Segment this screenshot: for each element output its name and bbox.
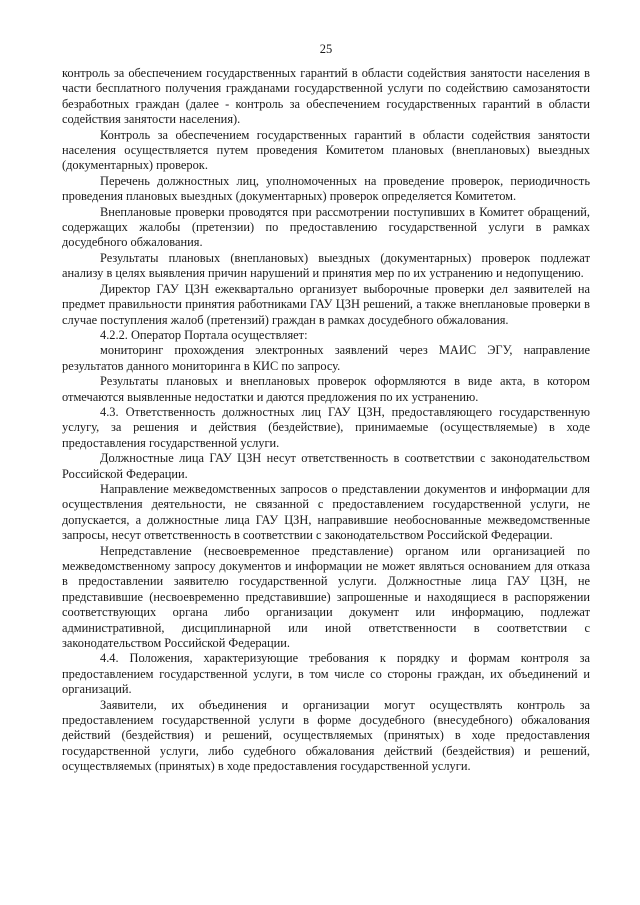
- paragraph: Заявители, их объединения и организации могут осуществлять контроль за предоставлением государственной услуги в форме досудебного (внесудебного) обжалования действий (бездействия) и решений, осуществляемых (принятых) в ходе предоставления государственной услуги, либо судебного обжалования действий (бездействия) и решений, осуществляемых (принятых) в ходе предоставления государственной услуги.: [62, 697, 590, 774]
- page-number: 25: [319, 42, 333, 56]
- section-heading: 4.3. Ответственность должностных лиц ГАУ ЦЗН, предоставляющего государственную услугу, за решения и действия (бездействие), принимаемые (осуществляемые) в ходе предоставления государственной услуги.: [62, 404, 590, 450]
- paragraph: Результаты плановых (внеплановых) выездных (документарных) проверок подлежат анализу в целях выявления причин нарушений и принятия мер по их устранению и недопущению.: [62, 250, 590, 281]
- paragraph: Направление межведомственных запросов о представлении документов и информации для осуществления деятельности, не связанной с предоставлением государственной услуги, не допускается, а должностные лица ГАУ ЦЗН, направившие необоснованные межведомственные запросы, несут ответственность в соответствии с законодательством Российской Федерации.: [62, 481, 590, 543]
- paragraph: Внеплановые проверки проводятся при рассмотрении поступивших в Комитет обращений, содержащих жалобы (претензии) по предоставлению государственной услуги в рамках досудебного обжалования.: [62, 204, 590, 250]
- document-body: [62, 66, 590, 775]
- paragraph: Результаты плановых и внеплановых проверок оформляются в виде акта, в котором отмечаются выявленные недостатки и даются предложения по их устранению.: [62, 374, 590, 404]
- paragraph: Директор ГАУ ЦЗН ежеквартально организует выборочные проверки дел заявителей на предмет правильности принятия работниками ГАУ ЦЗН решений, а также внеплановые проверки в случае поступления жалоб (претензий) граждан в рамках досудебного обжалования.: [62, 281, 590, 327]
- section-heading: 4.2.2. Оператор Портала осуществляет:: [100, 327, 308, 342]
- paragraph: контроль за обеспечением государственных гарантий в области содействия занятости населения в части бесплатного получения гражданами государственной услуги по содействию самозанятости безработных граждан (далее - контроль за обеспечением государственных гарантий в области содействия занятости населения).: [62, 66, 590, 127]
- section-heading: 4.4. Положения, характеризующие требования к порядку и формам контроля за предоставлением государственной услуги, в том числе со стороны граждан, их объединений и организаций.: [62, 651, 590, 697]
- paragraph: Контроль за обеспечением государственных гарантий в области содействия занятости населения осуществляется путем проведения Комитетом плановых (внеплановых) выездных (документарных) проверок.: [62, 127, 590, 173]
- paragraph: мониторинг прохождения электронных заявлений через МАИС ЭГУ, направление результатов данного мониторинга в КИС по запросу.: [62, 343, 590, 373]
- paragraph: Непредставление (несвоевременное представление) органом или организацией по межведомственному запросу документов и информации не может являться основанием для отказа в предоставлении заявителю государственной услуги. Должностные лица ГАУ ЦЗН, не представившие (несвоевременно представившие) запрошенные и находящиеся в распоряжении соответствующих органа либо организации документ или информацию, подлежат административной, дисциплинарной или иной ответственности в соответствии с законодательством Российской Федерации.: [62, 543, 590, 651]
- paragraph: Перечень должностных лиц, уполномоченных на проведение проверок, периодичность проведения плановых выездных (документарных) проверок определяется Комитетом.: [62, 173, 590, 204]
- paragraph: Должностные лица ГАУ ЦЗН несут ответственность в соответствии с законодательством Российской Федерации.: [62, 451, 590, 481]
